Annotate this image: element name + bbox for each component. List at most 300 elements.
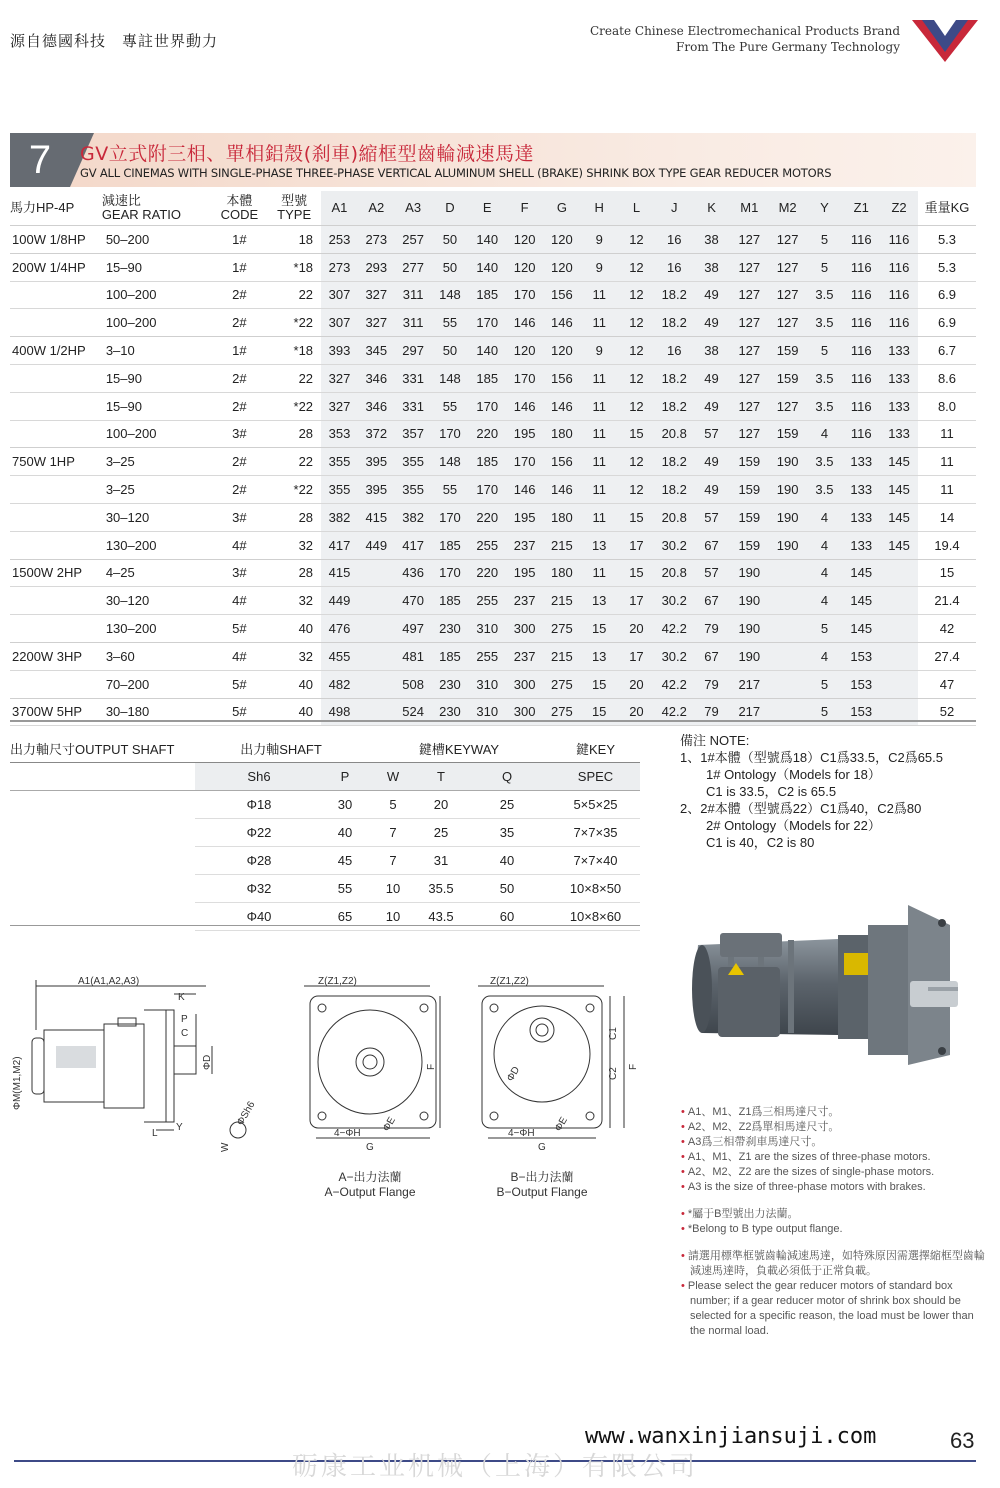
cell-ratio: 30–120 [105, 509, 150, 525]
dim-c: C [181, 1028, 189, 1039]
shaft-cell: 10 [367, 875, 419, 903]
dim-e: ΦE [553, 1115, 570, 1134]
cell-dim: 5 [807, 670, 843, 698]
note-line: 2、2#本體（型號爲22）C1爲40，C2爲80 [680, 801, 922, 816]
cell-hp [10, 309, 102, 337]
shaft-table-body [10, 791, 640, 931]
cell-dim: 170 [432, 420, 469, 448]
cell-code: 2# [232, 315, 247, 331]
cell-type: *18 [267, 337, 321, 365]
cell-dim: 116 [880, 226, 918, 254]
cell-dim [358, 615, 395, 643]
cell-dim: 67 [693, 587, 730, 615]
cell-dim: 180 [543, 503, 581, 531]
cell-dim: 145 [842, 559, 880, 587]
cell-dim: 116 [842, 226, 880, 254]
cell-dim: 146 [506, 309, 543, 337]
caption-a-cn: A−出力法蘭 [338, 1170, 402, 1184]
cell-dim: 415 [321, 559, 358, 587]
dim-f: F [426, 1063, 437, 1070]
cell-dim: 12 [618, 337, 656, 365]
cell-dim: 120 [506, 337, 543, 365]
cell-dim [769, 559, 807, 587]
cell-hp: 2200W 3HP [10, 642, 102, 670]
cell-weight: 14 [939, 509, 955, 525]
cell-dim: 311 [395, 309, 432, 337]
cell-dim: 18.2 [655, 448, 693, 476]
cell-dim: 355 [395, 448, 432, 476]
shaft-cell: 25 [419, 819, 463, 847]
cell-dim: 327 [321, 364, 358, 392]
cell-dim: 50 [432, 337, 469, 365]
col-a2: A2 [358, 191, 395, 226]
col-e: E [468, 191, 506, 226]
cell-dim: 180 [543, 559, 581, 587]
table-row [10, 903, 640, 931]
dim-g: G [366, 1142, 374, 1153]
cell-dim: 55 [432, 309, 469, 337]
cell-type: 18 [267, 226, 321, 254]
section-title-en: GV ALL CINEMAS WITH SINGLE-PHASE THREE-PHASE VERTICAL ALUMINUM SHELL (BRAKE) SHRINK BOX TYPE GEAR REDUCER MOTORS [80, 166, 832, 180]
cell-dim: 277 [395, 253, 432, 281]
flange-a-drawing [290, 970, 450, 1160]
cell-dim: 17 [618, 531, 656, 559]
cell-dim: 170 [468, 476, 506, 504]
cell-dim: 127 [730, 226, 769, 254]
col-code: 本體 CODE [220, 193, 259, 222]
cell-hp: 3700W 5HP [10, 698, 102, 726]
cell-hp [10, 587, 102, 615]
cell-code: 1# [211, 226, 267, 254]
cell-dim: 215 [543, 642, 581, 670]
col-a3: A3 [395, 191, 432, 226]
cell-dim: 230 [432, 670, 469, 698]
cell-dim: 275 [543, 670, 581, 698]
cell-dim: 20 [618, 615, 656, 643]
cell-dim: 185 [468, 281, 506, 309]
col-f: F [506, 191, 543, 226]
shaft-cell: 40 [323, 819, 367, 847]
table-row [10, 337, 976, 365]
col-type: 型號 TYPE [277, 193, 312, 222]
cell-dim [358, 587, 395, 615]
dim-g: G [538, 1142, 546, 1153]
cell-dim: 237 [506, 531, 543, 559]
cell-dim: 148 [432, 448, 469, 476]
cell-dim: 79 [693, 698, 730, 726]
group-key: 鍵KEY [551, 735, 640, 763]
table-row [10, 875, 640, 903]
remark-item: • A3爲三相帶刹車馬達尺寸。 [680, 1135, 990, 1150]
cell-dim: 353 [321, 420, 358, 448]
cell-dim: 300 [506, 670, 543, 698]
cell-dim: 12 [618, 392, 656, 420]
cell-dim: 3.5 [807, 364, 843, 392]
cell-dim: 217 [730, 698, 769, 726]
cell-dim: 11 [581, 503, 618, 531]
col-z1: Z1 [842, 191, 880, 226]
cell-code: 3# [232, 509, 247, 525]
cell-dim: 55 [432, 392, 469, 420]
cell-dim: 11 [581, 559, 618, 587]
cell-dim: 133 [880, 420, 918, 448]
cell-dim: 16 [655, 226, 693, 254]
remark-item: • Please select the gear reducer motors of standard box number; if a gear reducer motor of shrink box should be selected for a specific reason, the load must be lower than the normal load. [680, 1279, 990, 1339]
cell-dim: 120 [543, 226, 581, 254]
cell-dim: 4 [807, 420, 843, 448]
cell-dim: 3.5 [807, 476, 843, 504]
cell-weight: 5.3 [918, 226, 976, 254]
cell-dim: 230 [432, 615, 469, 643]
cell-dim: 116 [880, 253, 918, 281]
cell-hp [10, 420, 102, 448]
cell-code: 1# [211, 337, 267, 365]
dimension-table-body [10, 226, 976, 726]
cell-code: 3# [211, 559, 267, 587]
cell-dim: 3.5 [807, 281, 843, 309]
cell-dim: 38 [693, 253, 730, 281]
table-row [10, 587, 976, 615]
cell-dim: 148 [432, 281, 469, 309]
cell-dim: 310 [468, 615, 506, 643]
cell-weight: 21.4 [934, 593, 960, 609]
table-row [10, 847, 640, 875]
cell-hp [10, 281, 102, 309]
cell-dim: 116 [842, 253, 880, 281]
col-a1: A1 [321, 191, 358, 226]
cell-dim: 127 [769, 253, 807, 281]
note-line: 2# Ontology（Models for 22） [706, 818, 881, 833]
cell-dim: 145 [842, 615, 880, 643]
col-l: L [618, 191, 656, 226]
cell-dim: 220 [468, 503, 506, 531]
cell-dim: 127 [730, 281, 769, 309]
cell-dim: 16 [655, 337, 693, 365]
cell-code: 1# [211, 253, 267, 281]
col-t: T [419, 763, 463, 791]
cell-dim: 20.8 [655, 559, 693, 587]
shaft-cell: 65 [323, 903, 367, 931]
cell-dim: 20 [618, 698, 656, 726]
shaft-cell: 55 [323, 875, 367, 903]
cell-dim: 185 [432, 587, 469, 615]
cell-dim: 42.2 [655, 670, 693, 698]
cell-dim: 355 [395, 476, 432, 504]
cell-dim: 145 [842, 587, 880, 615]
cell-hp [10, 670, 102, 698]
brand-tagline [590, 23, 900, 55]
cell-ratio: 3–25 [102, 448, 212, 476]
cell-dim: 255 [468, 531, 506, 559]
cell-dim [358, 642, 395, 670]
cell-dim: 15 [581, 615, 618, 643]
brand-line-1: Create Chinese Electromechanical Products Brand [589, 24, 900, 38]
cell-type: 40 [298, 676, 314, 692]
cell-ratio: 3–60 [102, 642, 212, 670]
cell-ratio: 3–10 [102, 337, 212, 365]
cell-type: 22 [298, 370, 314, 386]
cell-dim: 11 [581, 420, 618, 448]
cell-dim: 49 [693, 476, 730, 504]
cell-dim: 153 [842, 642, 880, 670]
table-row [10, 281, 976, 309]
cell-dim: 215 [543, 531, 581, 559]
cell-dim: 127 [730, 253, 769, 281]
cell-dim: 67 [693, 531, 730, 559]
cell-code: 4# [232, 537, 247, 553]
cell-dim: 15 [581, 670, 618, 698]
cell-dim: 220 [468, 420, 506, 448]
cell-dim: 415 [358, 503, 395, 531]
cell-dim: 50 [432, 253, 469, 281]
cell-dim: 11 [581, 364, 618, 392]
cell-dim: 57 [693, 559, 730, 587]
cell-dim: 140 [468, 253, 506, 281]
cell-dim: 170 [432, 503, 469, 531]
cell-dim: 15 [618, 503, 656, 531]
dim-m: ΦM(M1,M2) [12, 1056, 23, 1110]
cell-dim: 417 [321, 531, 358, 559]
cell-dim: 127 [730, 364, 769, 392]
shaft-cell: 5 [367, 791, 419, 819]
caption-b-en: B−Output Flange [496, 1185, 588, 1199]
cell-code: 2# [211, 448, 267, 476]
note-line: 1、1#本體（型號爲18）C1爲33.5，C2爲65.5 [680, 750, 943, 765]
cell-dim: 127 [730, 420, 769, 448]
dim-c2: C2 [608, 1067, 619, 1080]
table-row [10, 642, 976, 670]
dim-k: K [178, 992, 185, 1003]
cell-dim: 133 [880, 392, 918, 420]
cell-type: 28 [298, 426, 314, 442]
cell-dim: 4 [807, 503, 843, 531]
col-k: K [693, 191, 730, 226]
cell-dim: 17 [618, 587, 656, 615]
cell-dim: 9 [581, 226, 618, 254]
cell-dim: 5 [807, 698, 843, 726]
cell-ratio: 30–180 [102, 698, 212, 726]
remark-item: • A1、M1、Z1 are the sizes of three-phase motors. [680, 1150, 990, 1165]
col-z2: Z2 [880, 191, 918, 226]
cell-dim: 49 [693, 364, 730, 392]
cell-dim: 49 [693, 448, 730, 476]
cell-dim: 57 [693, 503, 730, 531]
cell-dim: 18.2 [655, 281, 693, 309]
remark-item: • 請選用標準框號齒輪減速馬達，如特殊原因需選擇縮框型齒輪減速馬達時，負載必須低于正常負載。 [680, 1249, 990, 1279]
table-row [10, 791, 640, 819]
cell-dim: 327 [358, 281, 395, 309]
cell-dim: 153 [842, 698, 880, 726]
cell-type: 28 [298, 509, 314, 525]
brand-line-2: From The Pure Germany Technology [676, 40, 900, 54]
cell-dim: 170 [468, 392, 506, 420]
cell-dim: 190 [730, 587, 769, 615]
dim-c1: C1 [608, 1027, 619, 1040]
cell-dim: 195 [506, 503, 543, 531]
cell-dim: 153 [842, 670, 880, 698]
col-hp: 馬力HP-4P [10, 200, 75, 215]
output-shaft-table [10, 735, 640, 931]
cell-dim: 482 [321, 670, 358, 698]
page-number: 63 [950, 1428, 975, 1453]
cell-hp: 100W 1/8HP [10, 226, 102, 254]
cell-dim: 310 [468, 670, 506, 698]
table-row [10, 559, 976, 587]
dim-w: W [220, 1142, 231, 1152]
cell-dim: 357 [395, 420, 432, 448]
shaft-cell: Φ32 [195, 875, 323, 903]
cell-dim: 508 [395, 670, 432, 698]
cell-dim: 190 [769, 448, 807, 476]
cell-dim: 116 [842, 309, 880, 337]
note-line: C1 is 40，C2 is 80 [706, 835, 815, 850]
cell-hp [10, 503, 102, 531]
cell-dim: 116 [880, 281, 918, 309]
cell-weight: 6.9 [937, 315, 957, 331]
cell-dim: 159 [769, 364, 807, 392]
table-row [10, 420, 976, 448]
cell-type: 22 [298, 287, 314, 303]
cell-dim: 11 [581, 309, 618, 337]
cell-weight: 15 [918, 559, 976, 587]
cell-dim: 11 [581, 476, 618, 504]
cell-dim: 50 [432, 226, 469, 254]
cell-dim: 310 [468, 698, 506, 726]
cell-code: 2# [232, 370, 247, 386]
cell-ratio: 15–90 [105, 370, 142, 386]
cell-dim: 449 [358, 531, 395, 559]
shaft-cell: Φ40 [195, 903, 323, 931]
cell-dim: 307 [321, 281, 358, 309]
cell-dim: 57 [693, 420, 730, 448]
cell-dim: 355 [321, 476, 358, 504]
cell-dim: 327 [358, 309, 395, 337]
cell-dim: 237 [506, 642, 543, 670]
cell-dim: 395 [358, 448, 395, 476]
col-y: Y [807, 191, 843, 226]
table-row [10, 392, 976, 420]
col-ratio: 減速比 GEAR RATIO [101, 193, 182, 222]
cell-dim: 12 [618, 448, 656, 476]
cell-dim: 127 [769, 309, 807, 337]
cell-dim: 346 [358, 392, 395, 420]
cell-dim: 190 [769, 531, 807, 559]
cell-dim: 217 [730, 670, 769, 698]
dimension-table [10, 191, 976, 726]
cell-hp: 1500W 2HP [10, 559, 102, 587]
cell-dim [358, 559, 395, 587]
cell-dim: 346 [358, 364, 395, 392]
cell-dim [880, 670, 918, 698]
cell-type: 40 [298, 621, 314, 637]
shaft-cell: 43.5 [419, 903, 463, 931]
shaft-table-title: 出力軸尺寸OUTPUT SHAFT [10, 735, 195, 763]
cell-ratio: 3–25 [105, 482, 135, 498]
cell-dim: 255 [468, 642, 506, 670]
cell-dim: 146 [543, 392, 581, 420]
cell-ratio: 130–200 [105, 621, 157, 637]
cell-dim: 12 [618, 364, 656, 392]
cell-dim: 481 [395, 642, 432, 670]
dim-sh6: ΦSh6 [235, 1099, 258, 1128]
cell-dim: 257 [395, 226, 432, 254]
cell-dim: 372 [358, 420, 395, 448]
cell-dim: 159 [730, 531, 769, 559]
dim-z: Z(Z1,Z2) [490, 976, 529, 987]
cell-dim: 15 [618, 420, 656, 448]
table-row [10, 253, 976, 281]
cell-dim: 273 [321, 253, 358, 281]
cell-dim: 116 [842, 364, 880, 392]
dim-l: L [152, 1128, 158, 1139]
remark-item: • *屬于B型號出力法蘭。 [680, 1207, 990, 1222]
dim-p: P [181, 1014, 188, 1025]
cell-dim: 470 [395, 587, 432, 615]
cell-dim: 524 [395, 698, 432, 726]
cell-dim: 159 [769, 420, 807, 448]
cell-ratio: 50–200 [102, 226, 212, 254]
cell-dim: 159 [730, 503, 769, 531]
cell-ratio: 15–90 [102, 253, 212, 281]
cell-ratio: 30–120 [105, 593, 150, 609]
dim-4h: 4−ΦH [334, 1128, 361, 1139]
cell-type: *22 [293, 398, 314, 414]
shaft-cell: Φ22 [195, 819, 323, 847]
cell-dim: 116 [880, 309, 918, 337]
divider [10, 720, 976, 722]
cell-dim: 195 [506, 559, 543, 587]
caption-b-cn: B−出力法蘭 [510, 1170, 574, 1184]
cell-hp [10, 392, 102, 420]
cell-dim: 116 [842, 392, 880, 420]
cell-dim: 156 [543, 364, 581, 392]
cell-dim: 12 [618, 309, 656, 337]
cell-ratio: 100–200 [105, 287, 157, 303]
cell-dim: 116 [842, 337, 880, 365]
cell-dim: 293 [358, 253, 395, 281]
cell-code: 2# [232, 482, 247, 498]
cell-dim: 215 [543, 587, 581, 615]
remark-item: • A2、M2、Z2 are the sizes of single-phase motors. [680, 1165, 990, 1180]
cell-dim: 497 [395, 615, 432, 643]
table-row [10, 819, 640, 847]
dim-4h: 4−ΦH [508, 1128, 535, 1139]
cell-code: 5# [232, 676, 247, 692]
cell-dim: 49 [693, 392, 730, 420]
cell-dim [769, 670, 807, 698]
cell-dim: 253 [321, 226, 358, 254]
cell-dim: 331 [395, 392, 432, 420]
col-p: P [323, 763, 367, 791]
cell-type: 40 [267, 698, 321, 726]
cell-ratio: 4–25 [102, 559, 212, 587]
cell-dim: 5 [807, 615, 843, 643]
cell-dim [358, 670, 395, 698]
col-j: J [655, 191, 693, 226]
cell-dim: 3.5 [807, 392, 843, 420]
cell-dim: 230 [432, 698, 469, 726]
cell-dim: 79 [693, 615, 730, 643]
cell-dim: 455 [321, 642, 358, 670]
table-row [10, 476, 976, 504]
watermark: 砺康工业机械（上海）有限公司 [292, 1452, 699, 1482]
cell-dim: 146 [543, 476, 581, 504]
cell-dim: 170 [506, 364, 543, 392]
cell-dim: 5 [807, 226, 843, 254]
cell-dim: 220 [468, 559, 506, 587]
shaft-cell: Φ28 [195, 847, 323, 875]
remark-item: • A1、M1、Z1爲三相馬達尺寸。 [680, 1105, 990, 1120]
